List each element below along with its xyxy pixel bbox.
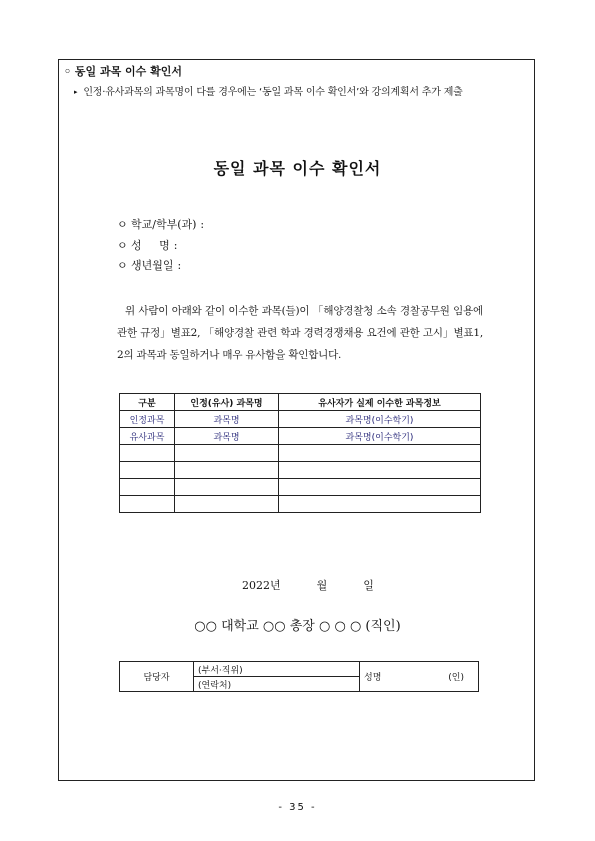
table-cell[interactable] (175, 496, 279, 513)
table-row (120, 462, 481, 479)
table-row (120, 445, 481, 462)
submission-note (74, 83, 463, 98)
field-bullet: ㅇ (117, 218, 128, 231)
section-heading: ◦ 동일 과목 이수 확인서 (64, 65, 182, 78)
triangle-bullet-icon: ▸ (74, 88, 78, 96)
table-cell[interactable]: 과목명(이수학기) (279, 428, 481, 445)
date-month: 월 (316, 579, 328, 592)
column-header: 유사자가 실제 이수한 과목정보 (279, 394, 481, 411)
table-row (120, 496, 481, 513)
table-cell[interactable]: 유사과목 (120, 428, 175, 445)
table-cell[interactable] (120, 496, 175, 513)
date-year: 2022년 (242, 579, 281, 592)
field-bullet: ㅇ (117, 239, 128, 252)
table-cell[interactable]: 인정과목 (120, 411, 175, 428)
table-cell[interactable]: 과목명 (175, 411, 279, 428)
table-cell[interactable] (279, 445, 481, 462)
field-colon: : (173, 239, 178, 252)
table-row (120, 428, 481, 445)
table-cell[interactable] (120, 445, 175, 462)
field-birthdate (117, 257, 181, 273)
table-cell[interactable] (120, 479, 175, 496)
table-cell[interactable] (120, 462, 175, 479)
field-colon: : (177, 259, 182, 272)
course-table (119, 393, 481, 513)
table-row (120, 411, 481, 428)
table-row (120, 479, 481, 496)
table-cell[interactable]: 과목명(이수학기) (279, 411, 481, 428)
contact-name-label: 성명 (364, 673, 382, 683)
table-cell[interactable] (175, 479, 279, 496)
table-header-row (120, 394, 481, 411)
table-cell[interactable] (279, 479, 481, 496)
column-header: 인정(유사) 과목명 (175, 394, 279, 411)
document-title: 동일 과목 이수 확인서 (213, 159, 382, 178)
note-text: 인정·유사과목의 과목명이 다를 경우에는 ‘동일 과목 이수 확인서’와 강의계획서 추가 제출 (83, 87, 463, 98)
page-number: - 35 - (278, 802, 317, 813)
field-name (117, 237, 177, 253)
date-day: 일 (363, 579, 374, 592)
contact-row (120, 662, 479, 677)
table-cell[interactable]: 과목명 (175, 428, 279, 445)
field-school (117, 216, 204, 232)
contact-dept-field[interactable]: (부서·직위) (194, 662, 360, 677)
table-cell[interactable] (175, 462, 279, 479)
issue-date (242, 577, 374, 593)
table-cell[interactable] (279, 462, 481, 479)
field-colon: : (200, 218, 205, 231)
signature-line: ○○ 대학교 ○○ 총장 ○ ○ ○ (직인) (194, 619, 401, 634)
column-header: 구분 (120, 394, 175, 411)
contact-name-cell[interactable] (360, 662, 479, 692)
seal-placeholder: (인) (448, 673, 464, 683)
field-label: 생년월일 (131, 259, 174, 272)
table-cell[interactable] (279, 496, 481, 513)
contact-phone-field[interactable]: (연락처) (194, 677, 360, 692)
contact-label: 담당자 (120, 662, 194, 692)
contact-table (119, 661, 479, 692)
table-cell[interactable] (175, 445, 279, 462)
field-bullet: ㅇ (117, 259, 128, 272)
field-label: 학교/학부(과) (131, 218, 197, 231)
field-label: 성 명 (131, 239, 170, 252)
confirmation-statement: 위 사람이 아래와 같이 이수한 과목(들)이 「해양경찰청 소속 경찰공무원 임용에 관한 규정」별표2, 「해양경찰 관련 학과 경력경쟁채용 요건에 관한 고시」별표1, 2의 과목과 동일하거나 매우 유사함을 확인합니다. (117, 305, 483, 361)
